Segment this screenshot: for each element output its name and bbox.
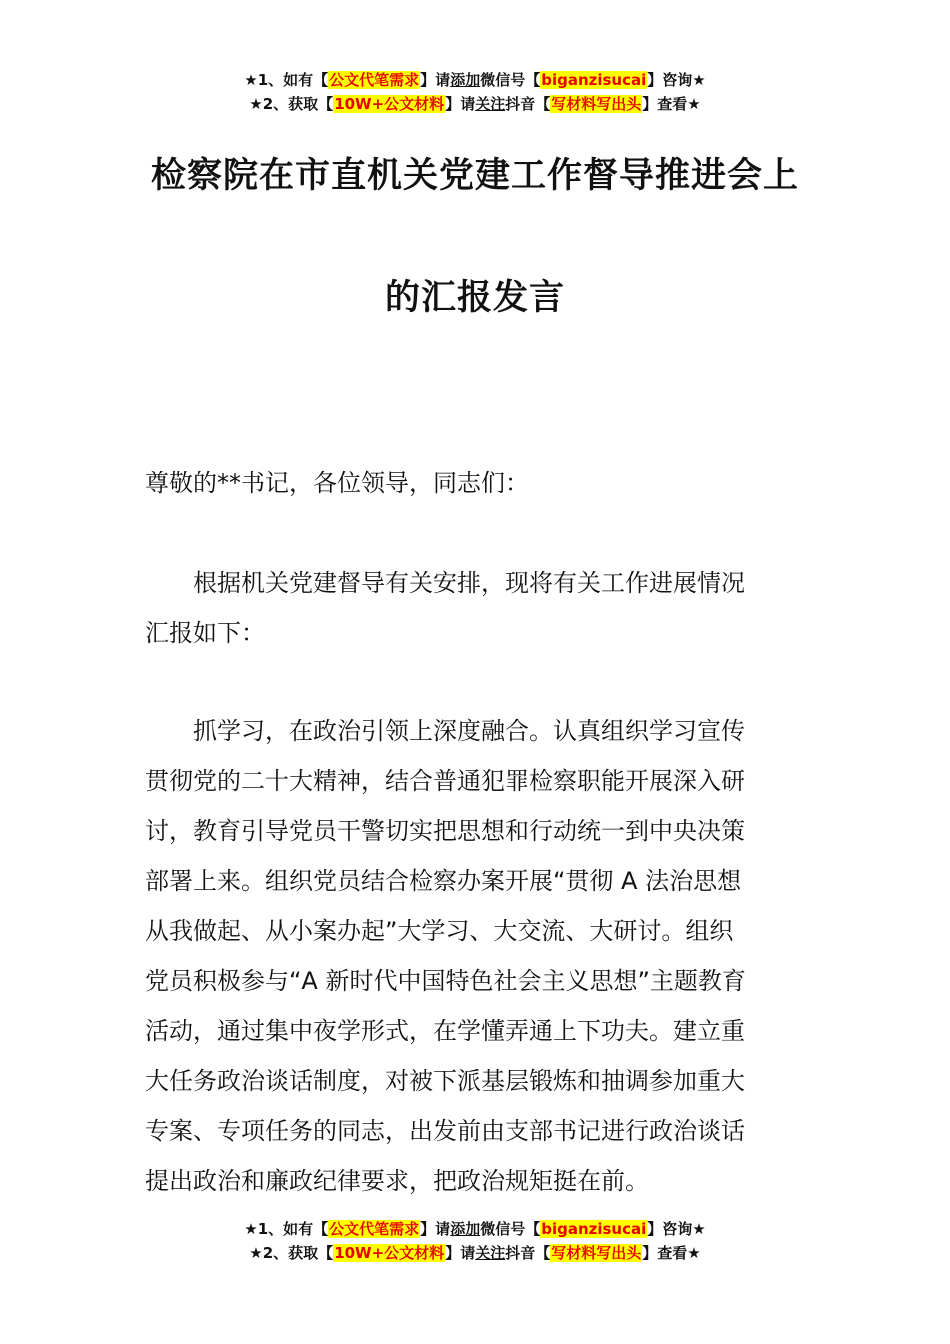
paragraph-line: 部署上来。组织党员结合检察办案开展“贯彻 A 法治思想 bbox=[145, 867, 742, 895]
banner-line-2-suffix: 】查看★ bbox=[642, 95, 701, 113]
banner-highlight-service: 公文代笔需求 bbox=[329, 71, 420, 89]
banner-highlight-materials: 10W+公文材料 bbox=[334, 95, 445, 113]
paragraph-line: 提出政治和廉政纪律要求，把政治规矩挺在前。 bbox=[145, 1167, 649, 1195]
document-title-line-2: 的汇报发言 bbox=[384, 278, 565, 318]
paragraph-line: 党员积极参与“A 新时代中国特色社会主义思想”主题教育 bbox=[145, 967, 746, 995]
paragraph-2 bbox=[145, 706, 807, 1206]
paragraph-line: 讨，教育引导党员干警切实把思想和行动统一到中央决策 bbox=[145, 817, 745, 845]
banner-line-1-suffix: 】咨询★ bbox=[647, 1220, 706, 1238]
banner-line-1 bbox=[0, 1217, 950, 1241]
paragraph-line: 根据机关党建督导有关安排，现将有关工作进展情况 bbox=[193, 569, 745, 597]
paragraph-line: 专案、专项任务的同志，出发前由支部书记进行政治谈话 bbox=[145, 1117, 745, 1145]
paragraph-1 bbox=[145, 558, 807, 658]
banner-line-1-mid2: 微信号【 bbox=[480, 1220, 541, 1238]
paragraph-line: 贯彻党的二十大精神，结合普通犯罪检察职能开展深入研 bbox=[145, 767, 745, 795]
document-title-line-1: 检察院在市直机关党建工作督导推进会上 bbox=[150, 156, 799, 196]
banner-highlight-wechat-id: biganzisucai bbox=[541, 1220, 647, 1238]
banner-highlight-service: 公文代笔需求 bbox=[329, 1220, 420, 1238]
greeting: 尊敬的**书记，各位领导，同志们： bbox=[145, 469, 529, 497]
banner-line-1-emph: 添加 bbox=[450, 1220, 481, 1238]
banner-line-2-mid: 】请 bbox=[445, 1244, 476, 1262]
banner-line-1-prefix: ★1、如有【 bbox=[244, 71, 329, 89]
banner-highlight-materials: 10W+公文材料 bbox=[334, 1244, 445, 1262]
banner-line-1 bbox=[0, 68, 950, 92]
banner-highlight-douyin: 写材料写出头 bbox=[551, 1244, 642, 1262]
banner-line-1-mid: 】请 bbox=[420, 71, 451, 89]
banner-line-2-prefix: ★2、获取【 bbox=[249, 1244, 334, 1262]
banner-line-1-mid: 】请 bbox=[420, 1220, 451, 1238]
banner-line-2-emph: 关注 bbox=[475, 1244, 506, 1262]
banner-line-2-mid: 】请 bbox=[445, 95, 476, 113]
banner-line-1-suffix: 】咨询★ bbox=[647, 71, 706, 89]
banner-line-1-mid2: 微信号【 bbox=[480, 71, 541, 89]
banner-line-1-prefix: ★1、如有【 bbox=[244, 1220, 329, 1238]
paragraph-line: 大任务政治谈话制度，对被下派基层锻炼和抽调参加重大 bbox=[145, 1067, 745, 1095]
banner-highlight-douyin: 写材料写出头 bbox=[551, 95, 642, 113]
paragraph-line: 从我做起、从小案办起”大学习、大交流、大研讨。组织 bbox=[145, 917, 734, 945]
banner-line-2 bbox=[0, 1241, 950, 1265]
top-banner bbox=[0, 68, 950, 116]
paragraph-line: 抓学习，在政治引领上深度融合。认真组织学习宣传 bbox=[193, 717, 745, 745]
banner-line-2-suffix: 】查看★ bbox=[642, 1244, 701, 1262]
banner-line-2-prefix: ★2、获取【 bbox=[249, 95, 334, 113]
banner-line-2-mid2: 抖音【 bbox=[505, 1244, 551, 1262]
banner-line-2-mid2: 抖音【 bbox=[505, 95, 551, 113]
banner-line-2 bbox=[0, 92, 950, 116]
bottom-banner bbox=[0, 1217, 950, 1265]
paragraph-line: 汇报如下： bbox=[145, 619, 265, 647]
banner-highlight-wechat-id: biganzisucai bbox=[541, 71, 647, 89]
banner-line-1-emph: 添加 bbox=[450, 71, 481, 89]
paragraph-line: 活动，通过集中夜学形式，在学懂弄通上下功夫。建立重 bbox=[145, 1017, 745, 1045]
banner-line-2-emph: 关注 bbox=[475, 95, 506, 113]
